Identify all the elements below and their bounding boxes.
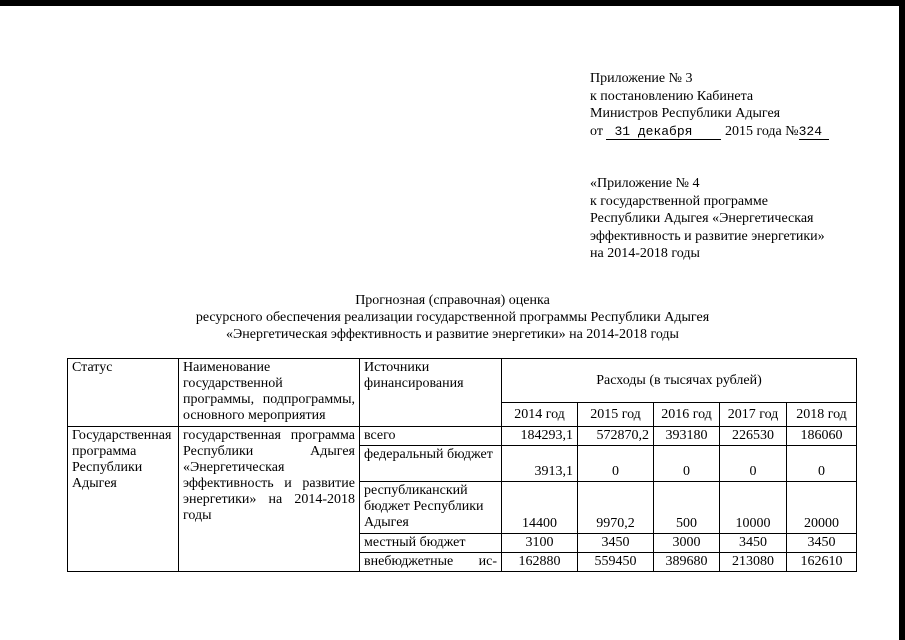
value-cell: 162610 [787,553,857,572]
quote-line-5: на 2014-2018 годы [590,246,700,261]
value-cell: 184293,1 [502,427,578,446]
source-cell: республиканский бюджет Республики Адыгея [360,482,502,534]
header-source: Источники финансирования [360,359,502,427]
value-cell: 0 [787,446,857,482]
header-expenses: Расходы (в тысячах рублей) [502,359,857,403]
appendix-line-1: Приложение № 3 [590,71,693,86]
value-cell: 10000 [720,482,787,534]
source-cell: местный бюджет [360,534,502,553]
value-cell: 3100 [502,534,578,553]
title-line-1: Прогнозная (справочная) оценка [355,293,550,308]
document-title [60,292,845,343]
value-cell: 20000 [787,482,857,534]
document-number-field: 324 [799,125,829,140]
title-line-3: «Энергетическая эффективность и развитие энергетики» на 2014-2018 годы [226,327,679,342]
value-cell: 3450 [787,534,857,553]
header-year-2018: 2018 год [787,403,857,427]
appendix-header [590,70,829,140]
scan-border-top [0,0,905,6]
value-cell: 3913,1 [502,446,578,482]
value-cell: 162880 [502,553,578,572]
value-cell: 559450 [578,553,654,572]
budget-table [67,358,857,572]
year-text: 2015 года № [724,123,799,139]
value-cell: 0 [578,446,654,482]
source-cell: внебюджетные ис- [360,553,502,572]
value-cell: 186060 [787,427,857,446]
date-prefix: от [590,123,603,139]
quote-line-2: к государственной программе [590,193,768,209]
value-cell: 393180 [654,427,720,446]
value-cell: 3450 [720,534,787,553]
appendix-date-line [590,123,829,141]
header-year-2014: 2014 год [502,403,578,427]
appendix-line-3: Министров Республики Адыгея [590,106,781,121]
header-year-2016: 2016 год [654,403,720,427]
title-line-2: ресурсного обеспечения реализации государственной программы Республики Адыгея [195,310,710,325]
appendix-line-2: к постановлению Кабинета [590,88,754,104]
value-cell: 14400 [502,482,578,534]
source-cell: всего [360,427,502,446]
scan-border-right [899,0,905,640]
header-name: Наименование государственной программы, подпрограммы, основного мероприятия [179,359,360,427]
header-year-2017: 2017 год [720,403,787,427]
header-year-2015: 2015 год [578,403,654,427]
program-name-cell: государственная программа Республики Адыгея «Энергетическая эффективность и развитие энергетики» на 2014-2018 годы [179,427,360,572]
value-cell: 213080 [720,553,787,572]
value-cell: 500 [654,482,720,534]
value-cell: 0 [720,446,787,482]
value-cell: 572870,2 [578,427,654,446]
header-status: Статус [68,359,179,427]
value-cell: 3000 [654,534,720,553]
quote-line-4: эффективность и развитие энергетики» [590,228,825,244]
source-cell: федеральный бюджет [360,446,502,482]
table-row [68,427,857,446]
date-field: 31 декабря [606,125,721,140]
quote-line-1: «Приложение № 4 [590,176,700,191]
value-cell: 0 [654,446,720,482]
value-cell: 9970,2 [578,482,654,534]
appendix-quote [590,175,825,263]
value-cell: 226530 [720,427,787,446]
quote-line-3: Республики Адыгея «Энергетическая [590,211,814,226]
status-cell: Государственная программа Республики Адыгея [68,427,179,572]
value-cell: 389680 [654,553,720,572]
value-cell: 3450 [578,534,654,553]
